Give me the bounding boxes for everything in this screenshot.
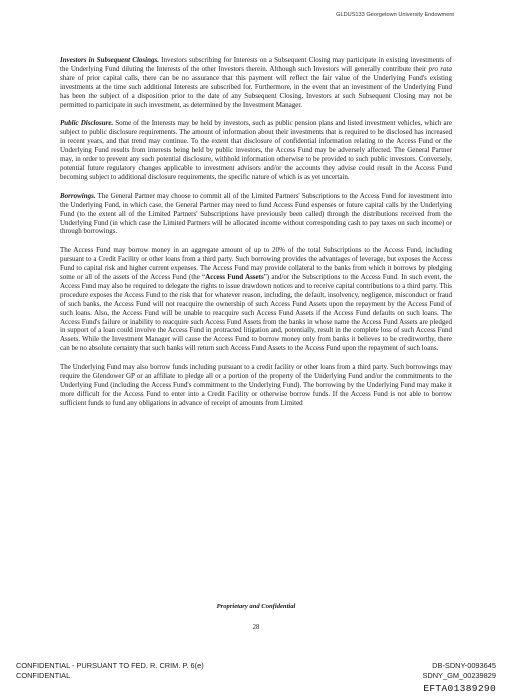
efta-number: EFTA01389290: [423, 683, 496, 694]
italic-text: pro rata: [428, 64, 452, 73]
proprietary-notice: Proprietary and Confidential: [216, 603, 296, 610]
confidential-line-2: CONFIDENTIAL: [16, 671, 71, 680]
paragraph-text: Some of the Interests may be held by investors, such as public pension plans and listed investment vehicles, which are subject to public disclosure requirements. The amount of information about their investments that is required to be disclosed has increased in recent years, and that trend may continue. To the extent that disclosure of confidential information relating to the Access Fund or the Underlying Fund results from interests being held by public investors, the Access Fund may be adversely affected. The General Partner may, in order to prevent any such potential disclosure, withhold information otherwise to be provided to such public investors. Conversely, potential future regulatory changes applicable to investment advisors and/or the accounts they advise could result in the Access Fund becoming subject to additional disclosure requirements, the specific nature of which is as yet uncertain.: [60, 119, 452, 181]
paragraph-text: The Access Fund may borrow money in an aggregate amount of up to 20% of the total Subscriptions to the Access Fund, including pursuant to a Credit Facility or other loans from a third party. Such borrowing provides the advantages of leverage, but exposes the Access Fund to capital risk and higher current expenses. The Access Fund may provide collateral to the banks from which it borrows by pledging some or all of the assets of the Access Fund (the “: [60, 246, 452, 282]
defined-term: Access Fund Assets: [205, 273, 264, 282]
document-body: [60, 56, 452, 418]
page-number: 28: [252, 624, 260, 631]
paragraph-text: The General Partner may choose to commit all of the Limited Partners' Subscriptions to the Access Fund for investment into the Underlying Fund, in which case, the General Partner may need to fund Access Fund expenses or future capital calls by the Underlying Fund (to the extent all of the Limited Partners' Subscriptions have previously been called) through the distributions received from the Underlying Fund (in which case the Limited Partners will be allocated income without corresponding cash to pay taxes on such income) or through borrowings.: [60, 191, 452, 236]
paragraph-heading: Borrowings.: [60, 191, 96, 200]
document-header: GLDUS133 Georgetown University Endowment: [336, 12, 454, 18]
paragraph: [60, 56, 452, 109]
paragraph-text: share of prior capital calls, there can be no assurance that this payment will reflect the fair value of the Underlying Fund's existing investments at the time such additional Interests are subscribed for. Furthermore, in the event that an investment of the Underlying Fund has been the subject of a disposition prior to the date of any Subsequent Closing, Investors at such Subsequent Closing may not be permitted to participate in such investment, as determined by the Investment Manager.: [60, 73, 452, 109]
bates-number-1: DB-SDNY-0093645: [432, 661, 496, 670]
paragraph-text: The Underlying Fund may also borrow funds including pursuant to a credit facility or other loans from a third party. Such borrowings may require the Glendower GP or an affiliate to pledge all or a portion of the property of the Underlying Fund and/or the commitments to the Underlying Fund (including the Access Fund's commitment to the Underlying Fund). The borrowing by the Underlying Fund may make it more difficult for the Access Fund to enter into a Credit Facility or otherwise borrow funds. If the Access Fund is not able to borrow sufficient funds to fund any obligations in advance of receipt of amounts from Limited: [60, 363, 452, 407]
paragraph: [60, 192, 452, 237]
paragraph-text: ”) and/or the Subscriptions to the Access Fund. In such event, the Access Fund may also be required to delegate the rights to issue drawdown notices and to receive capital contributions to a third party. This procedure exposes the Access Fund to the risk that for whatever reason, including, the default, insolvency, negligence, misconduct or fraud of such banks, the Access Fund will not reacquire the ownership of such Access Fund Assets upon the repayment by the Access Fund of such loans. Also, the Access Fund will be unable to reacquire such Access Fund Assets if the Access Fund defaults on such loans. The Access Fund's failure or inability to reacquire such Access Fund Assets from the banks in whose name the Access Fund Assets are pledged in support of a loan could involve the Access Fund in protracted litigation and, potentially, result in the complete loss of such Access Fund Assets. While the Investment Manager will cause the Access Fund to borrow money only from banks it believes to be creditworthy, there can be no absolute certainty that such banks will return such Access Fund Assets to the Access Fund upon the repayment of such loans.: [60, 273, 453, 353]
paragraph-text: Investors subscribing for Interests on a Subsequent Closing may participate in existing investments of the Underlying Fund diluting the Interests of the other Investors therein. Although such Investors will generally contribute their: [60, 56, 452, 73]
paragraph: [60, 363, 452, 408]
paragraph: [60, 119, 452, 181]
confidential-line-1: CONFIDENTIAL - PURSUANT TO FED. R. CRIM. P. 6(e): [16, 661, 204, 670]
paragraph-heading: Investors in Subsequent Closings.: [60, 56, 159, 64]
paragraph-heading: Public Disclosure.: [60, 119, 114, 128]
confidential-stamp: [16, 661, 204, 681]
bates-numbers: [422, 661, 496, 681]
paragraph: [60, 246, 452, 353]
bates-number-2: SDNY_GM_00239829: [422, 671, 496, 680]
